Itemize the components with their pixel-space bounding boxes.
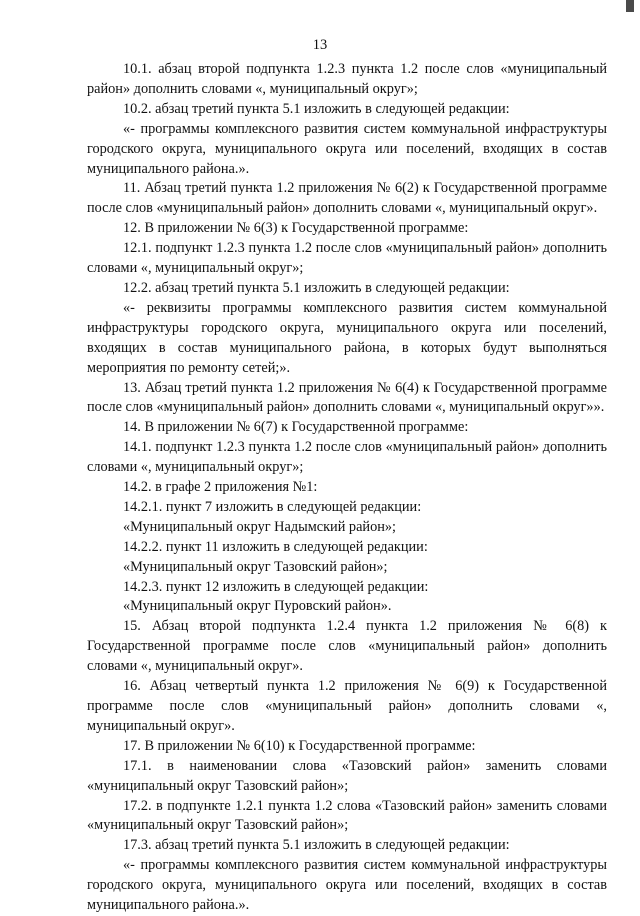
quote-14-2-3: «Муниципальный округ Пуровский район». — [123, 598, 392, 615]
quote-14-2-1: «Муниципальный округ Надымский район»; — [123, 518, 396, 535]
paragraph-13: 13. Абзац третий пункта 1.2 приложения № 6(4) к Государственной программе после слов «муниципальный район» дополнить словами «, муниципальный округ»». — [87, 379, 607, 416]
paragraph-11: 11. Абзац третий пункта 1.2 приложения № 6(2) к Государственной программе после слов «муниципальный район» дополнить словами «, муниципальный округ». — [87, 180, 607, 217]
paragraph-14-1: 14.1. подпункт 1.2.3 пункта 1.2 после слов «муниципальный район» дополнить словами «, муниципальный округ»; — [87, 439, 607, 476]
page-number: 13 — [312, 37, 328, 53]
paragraph-14-2-2: 14.2.2. пункт 11 изложить в следующей редакции: — [123, 538, 428, 555]
paragraph-14-2-1: 14.2.1. пункт 7 изложить в следующей редакции: — [123, 498, 422, 515]
quote-10-2: «- программы комплексного развития систем коммунальной инфраструктуры городского округа, муниципального округа или поселений, входящих в состав муниципального района.». — [87, 120, 607, 177]
quote-12-2: «- реквизиты программы комплексного развития систем коммунальной инфраструктуры городского округа, муниципального округа или поселений, входящих в состав муниципального района, в которых будут выполняться мероприятия по ремонту сетей;». — [87, 299, 607, 376]
paragraph-14-2: 14.2. в графе 2 приложения №1: — [123, 479, 318, 496]
paragraph-17-3: 17.3. абзац третий пункта 5.1 изложить в следующей редакции: — [123, 837, 510, 854]
paragraph-10-2: 10.2. абзац третий пункта 5.1 изложить в следующей редакции: — [123, 100, 510, 117]
paragraph-12: 12. В приложении № 6(3) к Государственной программе: — [123, 220, 469, 237]
paragraph-17-2: 17.2. в подпункте 1.2.1 пункта 1.2 слова «Тазовский район» заменить словами «муниципальный округ Тазовский район»; — [87, 797, 607, 834]
paragraph-17: 17. В приложении № 6(10) к Государственной программе: — [123, 737, 476, 754]
quote-17-3: «- программы комплексного развития систем коммунальной инфраструктуры городского округа, муниципального округа или поселений, входящих в состав муниципального района.». — [87, 857, 607, 914]
paragraph-12-2: 12.2. абзац третий пункта 5.1 изложить в следующей редакции: — [123, 279, 510, 296]
quote-14-2-2: «Муниципальный округ Тазовский район»; — [123, 558, 388, 575]
paragraph-16: 16. Абзац четвертый пункта 1.2 приложения № 6(9) к Государственной программе после слов «муниципальный район» дополнить словами «, муниципальный округ». — [87, 678, 607, 734]
paragraph-14: 14. В приложении № 6(7) к Государственной программе: — [123, 419, 469, 436]
paragraph-17-1: 17.1. в наименовании слова «Тазовский район» заменить словами «муниципальный округ Тазовский район»; — [87, 757, 607, 794]
document-body — [87, 60, 607, 916]
paragraph-12-1: 12.1. подпункт 1.2.3 пункта 1.2 после слов «муниципальный район» дополнить словами «, муниципальный округ»; — [87, 240, 607, 277]
scan-corner-mark — [626, 0, 634, 12]
paragraph-10-1: 10.1. абзац второй подпункта 1.2.3 пункта 1.2 после слов «муниципальный район» дополнить словами «, муниципальный округ»; — [87, 61, 607, 97]
paragraph-15: 15. Абзац второй подпункта 1.2.4 пункта 1.2 приложения № 6(8) к Государственной программе после слов «муниципальный район» дополнить словами «, муниципальный округ». — [87, 618, 607, 675]
paragraph-14-2-3: 14.2.3. пункт 12 изложить в следующей редакции: — [123, 578, 429, 595]
